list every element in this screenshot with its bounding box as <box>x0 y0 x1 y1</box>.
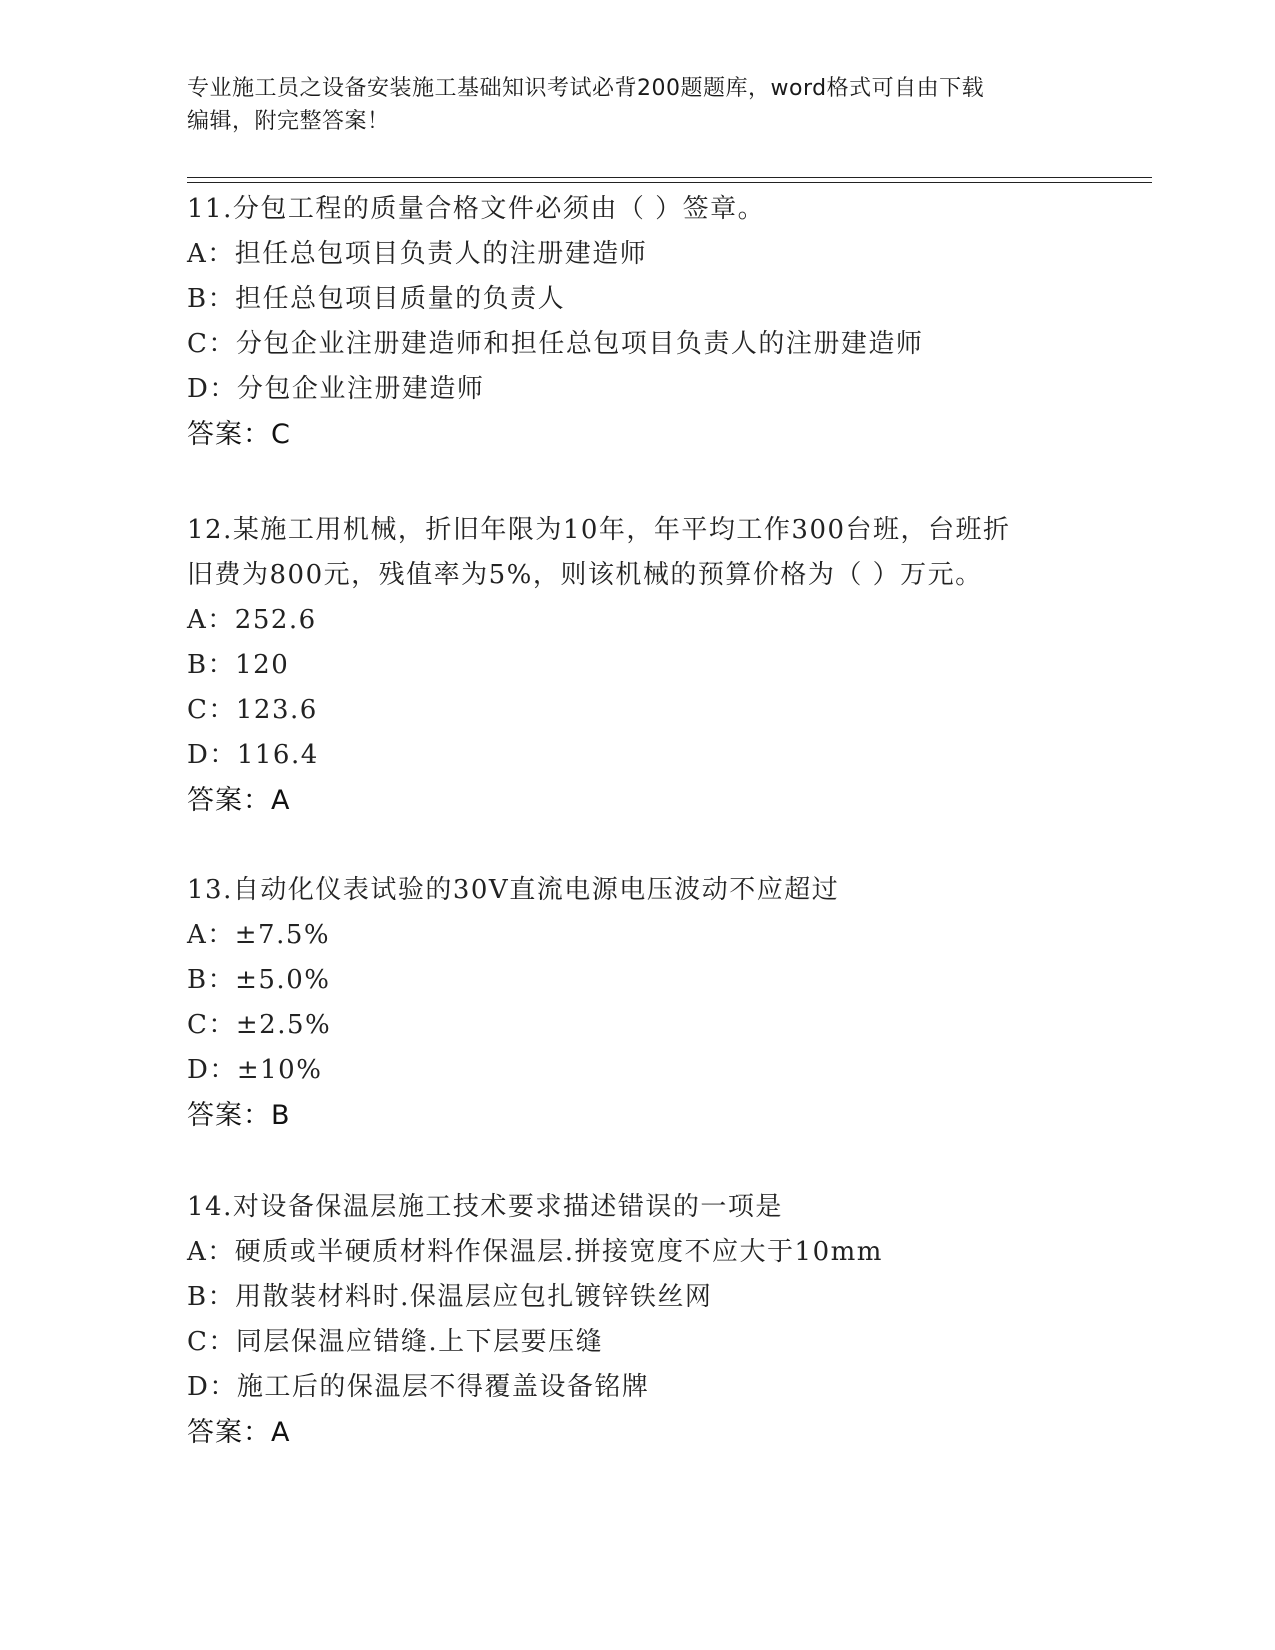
option-b: B：±5.0% <box>187 965 331 995</box>
option-c: C：分包企业注册建造师和担任总包项目负责人的注册建造师 <box>187 329 924 359</box>
header-line-2: 编辑，附完整答案！ <box>187 109 390 134</box>
document-header <box>187 72 1087 138</box>
question-stem: 13.自动化仪表试验的30V直流电源电压波动不应超过 <box>187 875 840 905</box>
answer-label: 答案：A <box>187 1417 291 1448</box>
question-12 <box>187 508 1147 823</box>
header-line-1: 专业施工员之设备安装施工基础知识考试必背200题题库，word格式可自由下载 <box>187 76 985 101</box>
header-divider-bottom <box>187 182 1152 183</box>
question-stem-continued: 旧费为800元，残值率为5%，则该机械的预算价格为（ ）万元。 <box>187 560 983 590</box>
option-a: A：±7.5% <box>187 920 331 950</box>
option-d: D：分包企业注册建造师 <box>187 374 485 404</box>
answer-label: 答案：B <box>187 1100 291 1131</box>
question-stem: 11.分包工程的质量合格文件必须由（ ）签章。 <box>187 194 766 224</box>
option-a: A：252.6 <box>187 605 317 635</box>
answer-label: 答案：C <box>187 419 291 450</box>
option-b: B：担任总包项目质量的负责人 <box>187 284 566 314</box>
question-stem: 12.某施工用机械，折旧年限为10年，年平均工作300台班，台班折 <box>187 515 1011 545</box>
question-14 <box>187 1185 1147 1455</box>
header-divider-top <box>187 177 1152 178</box>
question-stem: 14.对设备保温层施工技术要求描述错误的一项是 <box>187 1192 783 1222</box>
option-d: D：施工后的保温层不得覆盖设备铭牌 <box>187 1372 650 1402</box>
option-c: C：同层保温应错缝.上下层要压缝 <box>187 1327 604 1357</box>
option-b: B：120 <box>187 650 290 680</box>
question-11 <box>187 187 1147 457</box>
answer-label: 答案：A <box>187 785 291 816</box>
question-13 <box>187 868 1147 1138</box>
option-a: A：担任总包项目负责人的注册建造师 <box>187 239 648 269</box>
option-d: D：±10% <box>187 1055 323 1085</box>
option-c: C：±2.5% <box>187 1010 332 1040</box>
option-d: D：116.4 <box>187 740 319 770</box>
option-b: B：用散装材料时.保温层应包扎镀锌铁丝网 <box>187 1282 713 1312</box>
option-c: C：123.6 <box>187 695 318 725</box>
option-a: A：硬质或半硬质材料作保温层.拼接宽度不应大于10mm <box>187 1237 883 1267</box>
